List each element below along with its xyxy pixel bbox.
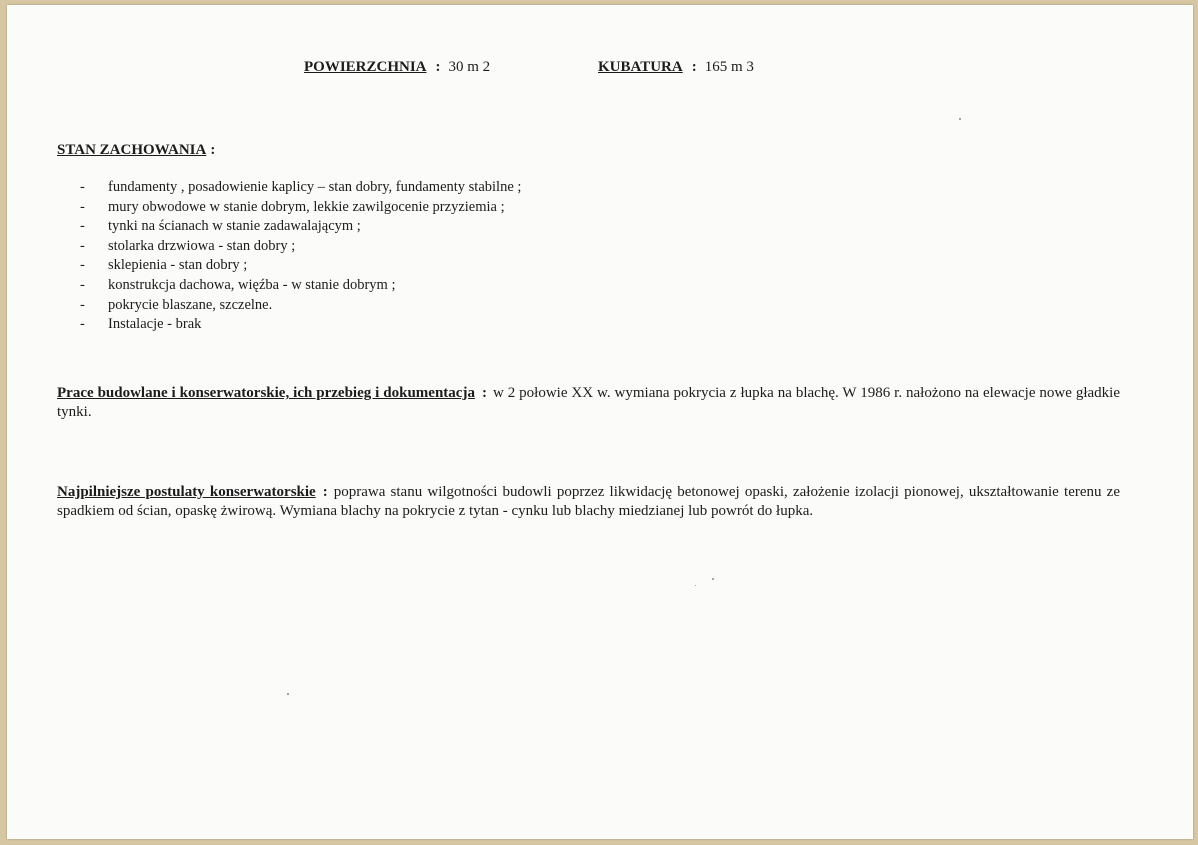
volume-label: KUBATURA	[598, 59, 683, 75]
list-item	[80, 237, 521, 257]
paper-speck	[712, 578, 714, 580]
area-value: 30 m 2	[448, 59, 491, 75]
list-item	[80, 276, 521, 296]
paper-speck	[287, 693, 289, 695]
works-label: Prace budowlane i konserwatorskie, ich przebieg i dokumentacja	[57, 385, 475, 401]
volume-value: 165 m 3	[704, 59, 754, 75]
works-text: w 2 połowie XX w. wymiana pokrycia z łupka na blachę. W 1986 r. nałożono na elewacje nowe gładkie tynki.	[57, 385, 1120, 420]
dash-bullet: -	[80, 237, 85, 254]
postulates-label: Najpilniejsze postulaty konserwatorskie	[57, 484, 316, 500]
dash-bullet: -	[80, 218, 85, 235]
area-colon: :	[435, 59, 441, 75]
list-item-text: Instalacje - brak	[108, 316, 202, 333]
condition-heading	[57, 141, 223, 159]
paper-speck	[959, 118, 961, 120]
dash-bullet: -	[80, 179, 85, 195]
list-item	[80, 198, 521, 218]
paper-speck	[695, 585, 696, 586]
list-item-text: pokrycie blaszane, szczelne.	[108, 296, 273, 313]
condition-list	[80, 178, 521, 335]
document-page	[7, 5, 1193, 839]
works-paragraph	[57, 384, 1120, 422]
list-item	[80, 256, 521, 276]
volume-colon: :	[691, 59, 697, 75]
list-item-text: mury obwodowe w stanie dobrym, lekkie zawilgocenie przyziemia ;	[108, 198, 505, 215]
volume-stat	[598, 58, 754, 76]
dash-bullet: -	[80, 257, 85, 274]
list-item	[80, 296, 521, 316]
area-label: POWIERZCHNIA	[304, 59, 427, 75]
list-item-text: konstrukcja dachowa, więźba - w stanie dobrym ;	[108, 276, 396, 293]
works-colon: :	[481, 385, 487, 401]
dash-bullet: -	[80, 276, 85, 293]
list-item-text: stolarka drzwiowa - stan dobry ;	[108, 237, 296, 254]
list-item-text: sklepienia - stan dobry ;	[108, 257, 248, 274]
postulates-paragraph	[57, 483, 1120, 521]
dash-bullet: -	[80, 198, 85, 215]
postulates-text: poprawa stanu wilgotności budowli poprzez likwidację betonowej opaski, założenie izolacji pionowej, ukształtowanie terenu ze spadkiem od ścian, opaskę żwirową. Wymiana blachy na pokrycie z tytan - cynku lub blachy miedzianej lub powrót do łupka.	[57, 484, 1121, 519]
dash-bullet: -	[80, 316, 85, 333]
condition-heading-label: STAN ZACHOWANIA	[57, 142, 207, 158]
list-item	[80, 178, 521, 198]
list-item-text: tynki na ścianach w stanie zadawalającym ;	[108, 218, 361, 235]
postulates-colon: :	[322, 484, 328, 500]
list-item-text: fundamenty , posadowienie kaplicy – stan dobry, fundamenty stabilne ;	[108, 179, 522, 195]
condition-heading-colon: :	[210, 142, 216, 158]
list-item	[80, 315, 521, 335]
dash-bullet: -	[80, 296, 85, 313]
list-item	[80, 217, 521, 237]
area-stat	[304, 58, 490, 76]
